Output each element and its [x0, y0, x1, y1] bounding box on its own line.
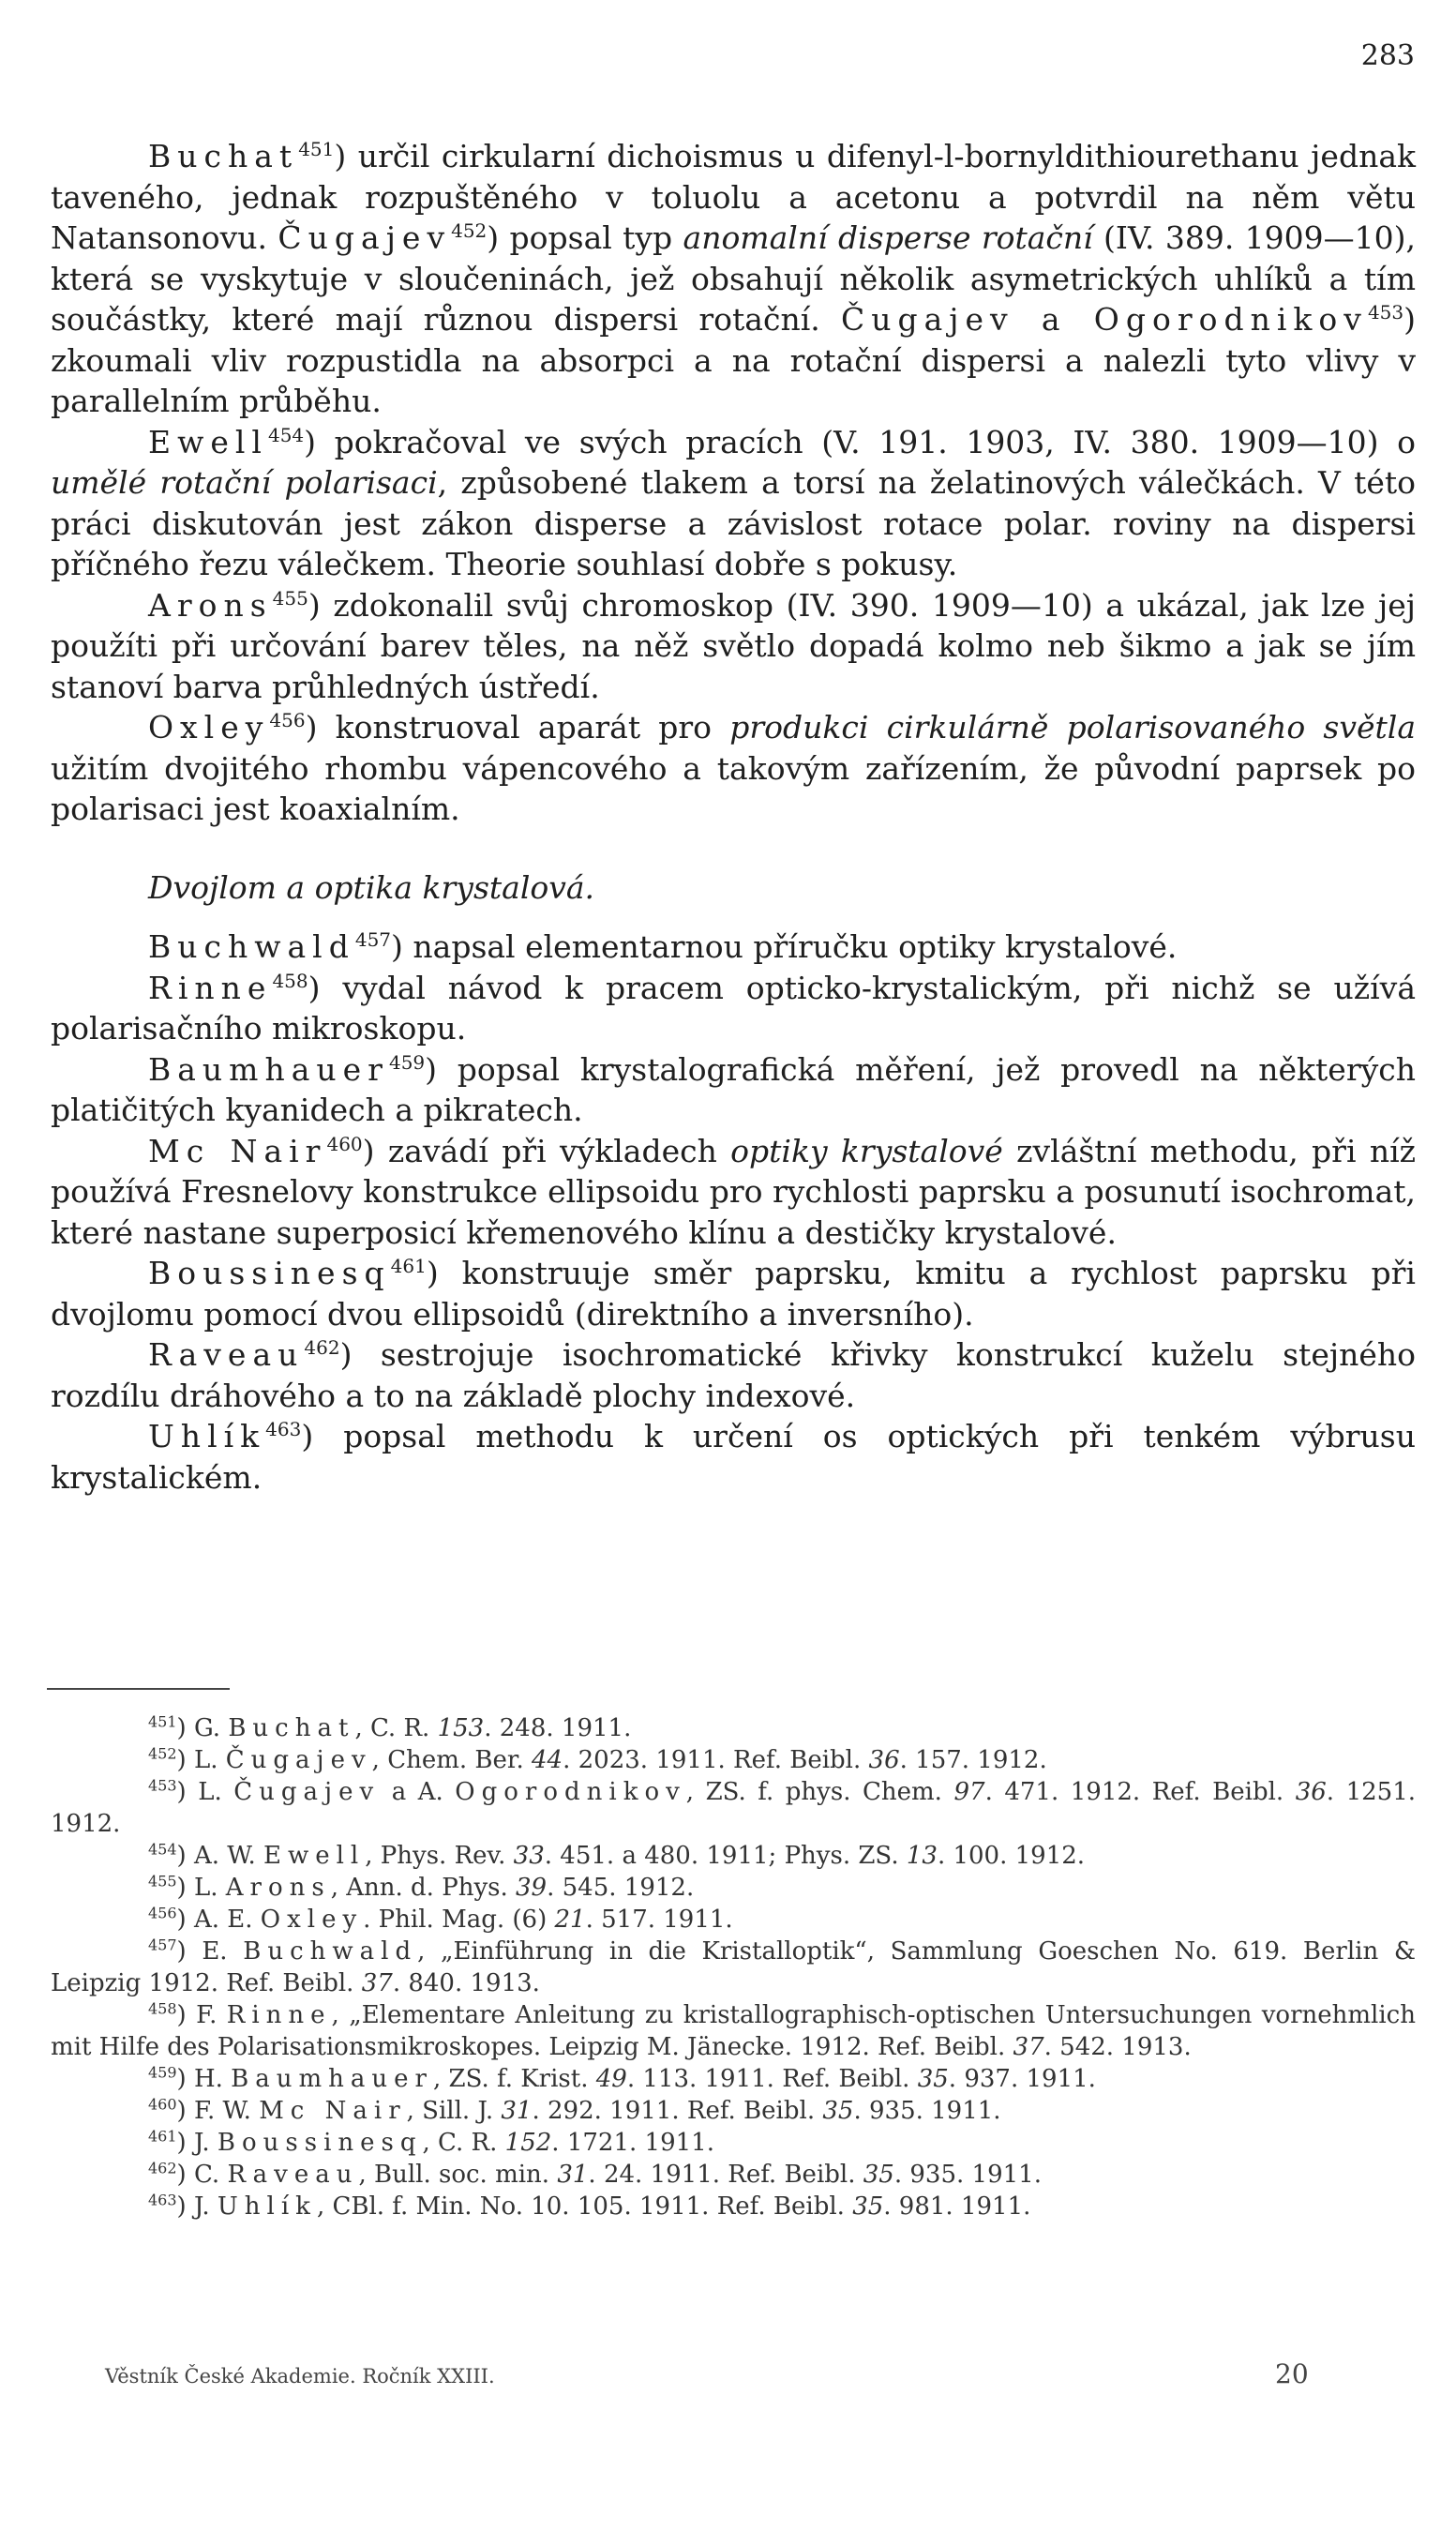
author-name: Buchat: [148, 138, 299, 174]
footnote-ref: 458: [272, 969, 308, 992]
paragraph-mcnair: Mc Nair$^{460}$) zavádí při výkladech optiky krystalové zvláštní methodu, při níž používá Fresnelovy konstrukce ellipsoidu pro rychlosti paprsku a posunutí isochromat, které nastane superposicí křemenového klínu a destičky krystalové.: [51, 1132, 1417, 1251]
footnote-ref: 463: [265, 1418, 302, 1440]
paragraph-buchat: Buchat$^{451}$) určil cirkularní dichoismus u difenyl-l-bornyldithiourethanu jednak taveného, jednak rozpuštěného v toluolu a acetonu a potvrdil na něm větu Natansonovu. Čugajev$^{452}$) popsal typ anomalní disperse rotační (IV. 389. 1909—10), která se vyskytuje v sloučeninách, jež obsahují několik asymetrických uhlíků a tím součástky, které mají různou dispersi rotační. Čugajev a Ogorodnikov$^{453}$) zkoumali vliv rozpustidla na absorpci a na rotační dispersi a nalezli tyto vlivy v parallelním průběhu.: [51, 138, 1417, 419]
page-number: 283: [1360, 39, 1415, 72]
section-heading: Dvojlom a optika krystalová.: [148, 868, 595, 906]
author-name: Baumhauer: [148, 1050, 389, 1088]
author-name: Raveau: [148, 1336, 305, 1373]
footnote-ref: 460: [326, 1132, 363, 1155]
footnotes: [51, 1712, 1416, 2222]
footnote-ref: 452: [451, 219, 488, 242]
footnote-ref: 453: [1367, 301, 1404, 324]
author-name: Uhlík: [148, 1418, 266, 1454]
footnote-463: $^{463}$) J. Uhlík, CBl. f. Min. No. 10. 105. 1911. Ref. Beibl. 35. 981. 1911.: [148, 2191, 1031, 2221]
author-name: Čugajev a Ogorodnikov: [840, 301, 1368, 338]
footnote-ref: 456: [269, 709, 306, 731]
paragraph-raveau: Raveau$^{462}$) sestrojuje isochromatické křivky konstrukcí kuželu stejného rozdílu dráhového a to na základě plochy indexové.: [51, 1336, 1416, 1414]
author-name: Čugajev: [278, 219, 452, 256]
footnote-ref: 451: [298, 138, 335, 160]
footnote-ref: 457: [354, 928, 392, 951]
paragraph-arons: Arons$^{455}$) zdokonalil svůj chromoskop (IV. 390. 1909—10) a ukázal, jak lze jej použíti při určování barev těles, na něž světlo dopadá kolmo neb šikmo a jak se jím stanoví barva průhledných ústředí.: [51, 586, 1416, 705]
footnote-459: $^{459}$) H. Baumhauer, ZS. f. Krist. 49. 113. 1911. Ref. Beibl. 35. 937. 1911.: [148, 2063, 1096, 2093]
author-name: Boussinesq: [148, 1255, 391, 1291]
footnote-462: $^{462}$) C. Raveau, Bull. soc. min. 31. 24. 1911. Ref. Beibl. 35. 935. 1911.: [148, 2159, 1042, 2189]
author-name: Ewell: [148, 423, 268, 460]
footnote-455: $^{455}$) L. Arons, Ann. d. Phys. 39. 545. 1912.: [148, 1872, 695, 1902]
footnote-456: $^{456}$) A. E. Oxley. Phil. Mag. (6) 21. 517. 1911.: [148, 1904, 733, 1934]
footnote-454: $^{454}$) A. W. Ewell, Phys. Rev. 33. 451. a 480. 1911; Phys. ZS. 13. 100. 1912.: [148, 1840, 1086, 1870]
paragraph-uhlik: Uhlík$^{463}$) popsal methodu k určení os optických při tenkém výbrusu krystalickém.: [51, 1418, 1416, 1496]
emphasis: anomalní disperse rotační: [683, 219, 1093, 256]
paragraph-oxley: Oxley$^{456}$) konstruoval aparát pro produkci cirkulárně polarisovaného světla užitím dvojitého rhombu vápencového a takovým zařízením, že původní paprsek po polarisaci jest koaxialním.: [51, 709, 1416, 827]
footnote-460: $^{460}$) F. W. Mc Nair, Sill. J. 31. 292. 1911. Ref. Beibl. 35. 935. 1911.: [148, 2095, 1001, 2125]
paragraph-boussinesq: Boussinesq$^{461}$) konstruuje směr paprsku, kmitu a rychlost paprsku při dvojlomu pomocí dvou ellipsoidů (direktního a inversního).: [51, 1255, 1416, 1333]
footnote-divider: [47, 1688, 230, 1690]
journal-footer: Věstník České Akademie. Ročník XXIII.: [105, 2365, 495, 2388]
footnote-457: $^{457}$) E. Buchwald, „Einführung in die Kristalloptik“, Sammlung Goeschen No. 619. Berlin & Leipzig 1912. Ref. Beibl. 37. 840. 1913.: [51, 1936, 1417, 1997]
footnote-ref: 459: [388, 1050, 426, 1074]
footnote-ref: 462: [304, 1336, 340, 1359]
emphasis: produkci cirkulárně polarisovaného světla: [729, 709, 1416, 746]
author-name: Mc Nair: [148, 1132, 327, 1169]
footnote-458: $^{458}$) F. Rinne, „Elementare Anleitung zu kristallographisch-optischen Untersuchungen vornehmlich mit Hilfe des Polarisationsmikroskopes. Leipzig M. Jänecke. 1912. Ref. Beibl. 37. 542. 1913.: [51, 1999, 1416, 2061]
paragraph-buchwald: Buchwald$^{457}$) napsal elementarnou příručku optiky krystalové.: [148, 928, 1178, 965]
emphasis: optiky krystalové: [730, 1132, 1003, 1169]
emphasis: umělé rotační polarisaci: [51, 464, 438, 501]
paragraph-rinne: Rinne$^{458}$) vydal návod k pracem opticko-krystalickým, při nichž se užívá polarisačního mikroskopu.: [51, 969, 1416, 1047]
footnote-452: $^{452}$) L. Čugajev, Chem. Ber. 44. 2023. 1911. Ref. Beibl. 36. 157. 1912.: [148, 1744, 1047, 1774]
footnote-453: $^{453}$) L. Čugajev a A. Ogorodnikov, ZS. f. phys. Chem. 97. 471. 1912. Ref. Beibl. 36. 1251. 1912.: [51, 1776, 1417, 1838]
author-name: Buchwald: [148, 928, 355, 965]
footnote-ref: 455: [272, 586, 308, 610]
footnote-451: $^{451}$) G. Buchat, C. R. 153. 248. 1911.: [148, 1712, 632, 1742]
paragraph-ewell: Ewell$^{454}$) pokračoval ve svých pracích (V. 191. 1903, IV. 380. 1909—10) o umělé rotační polarisaci, způsobené tlakem a torsí na želatinových válečkách. V této práci diskutován jest zákon disperse a závislost rotace polar. roviny na dispersi příčného řezu válečkem. Theorie souhlasí dobře s pokusy.: [51, 423, 1416, 582]
footnote-ref: 454: [267, 423, 305, 446]
footnote-461: $^{461}$) J. Boussinesq, C. R. 152. 1721. 1911.: [148, 2127, 714, 2157]
signature-mark: 20: [1275, 2358, 1309, 2389]
author-name: Oxley: [148, 709, 270, 746]
author-name: Rinne: [148, 969, 273, 1006]
author-name: Arons: [148, 586, 273, 624]
footnote-ref: 461: [390, 1255, 427, 1277]
paragraph-baumhauer: Baumhauer$^{459}$) popsal krystalografická měření, jež provedl na některých platičitých kyanidech a pikratech.: [51, 1050, 1416, 1128]
main-text: [51, 136, 1416, 1498]
